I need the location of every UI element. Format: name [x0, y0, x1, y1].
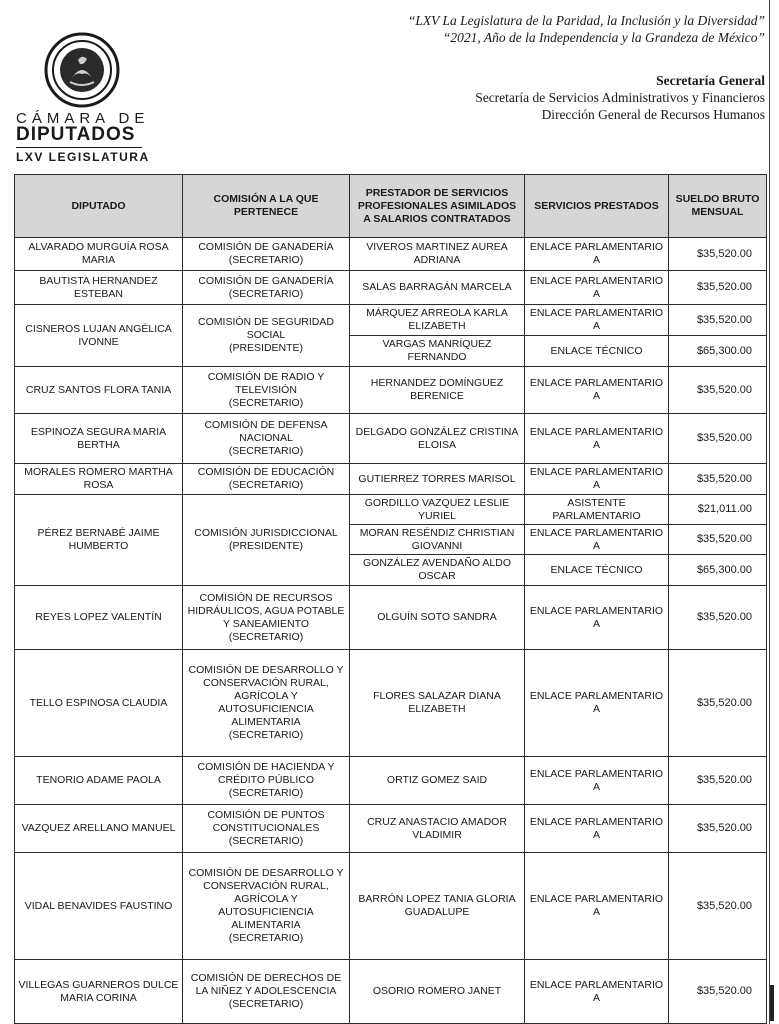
cell-diputado: VIDAL BENAVIDES FAUSTINO [15, 853, 183, 960]
table-row [15, 650, 767, 757]
cell-comision: COMISIÓN JURISDICCIONAL (PRESIDENTE) [183, 495, 350, 586]
cell-diputado: CISNEROS LUJAN ANGÉLICA IVONNE [15, 305, 183, 367]
cell-prestador: OLGUÍN SOTO SANDRA [350, 586, 525, 650]
logo-divider [16, 147, 142, 148]
cell-prestador: CRUZ ANASTACIO AMADOR VLADIMIR [350, 805, 525, 853]
motto-line-1: “LXV La Legislatura de la Paridad, la Inclusión y la Diversidad” [407, 13, 765, 28]
cell-prestador: FLORES SALAZAR DIANA ELIZABETH [350, 650, 525, 757]
cell-servicio: ENLACE TÉCNICO [525, 336, 669, 367]
cell-prestador: DELGADO GONZÁLEZ CRISTINA ELOISA [350, 414, 525, 464]
table-row [15, 586, 767, 650]
logo-line-camara: CÁMARA DE [16, 110, 150, 127]
cell-diputado: VILLEGAS GUARNEROS DULCE MARIA CORINA [15, 960, 183, 1024]
office-recursos-humanos: Dirección General de Recursos Humanos [541, 107, 765, 122]
cell-sueldo: $35,520.00 [669, 650, 767, 757]
cell-sueldo: $65,300.00 [669, 555, 767, 586]
cell-prestador: GONZÁLEZ AVENDAÑO ALDO OSCAR [350, 555, 525, 586]
table-row [15, 805, 767, 853]
cell-sueldo: $35,520.00 [669, 305, 767, 336]
office-secretaria-general: Secretaría General [656, 73, 765, 88]
cell-diputado: TELLO ESPINOSA CLAUDIA [15, 650, 183, 757]
table-row [15, 464, 767, 495]
cell-sueldo: $35,520.00 [669, 271, 767, 305]
cell-diputado: MORALES ROMERO MARTHA ROSA [15, 464, 183, 495]
page-edge-mark [770, 985, 774, 1021]
cell-sueldo: $35,520.00 [669, 238, 767, 271]
cell-sueldo: $35,520.00 [669, 414, 767, 464]
cell-prestador: VARGAS MANRÍQUEZ FERNANDO [350, 336, 525, 367]
cell-servicio: ENLACE PARLAMENTARIO A [525, 414, 669, 464]
cell-comision: COMISIÓN DE EDUCACIÓN (SECRETARIO) [183, 464, 350, 495]
header-servicios: SERVICIOS PRESTADOS [525, 175, 669, 238]
cell-prestador: MÁRQUEZ ARREOLA KARLA ELIZABETH [350, 305, 525, 336]
cell-comision: COMISIÓN DE RECURSOS HIDRÁULICOS, AGUA POTABLE Y SANEAMIENTO (SECRETARIO) [183, 586, 350, 650]
cell-comision: COMISIÓN DE PUNTOS CONSTITUCIONALES (SECRETARIO) [183, 805, 350, 853]
cell-prestador: BARRÓN LOPEZ TANIA GLORIA GUADALUPE [350, 853, 525, 960]
cell-sueldo: $35,520.00 [669, 586, 767, 650]
cell-prestador: GORDILLO VAZQUEZ LESLIE YURIEL [350, 495, 525, 525]
table-row [15, 495, 767, 525]
table-body [15, 238, 767, 1024]
cell-comision: COMISIÓN DE GANADERÍA (SECRETARIO) [183, 238, 350, 271]
logo-line-diputados: DIPUTADOS [16, 124, 136, 145]
header-comision: COMISIÓN A LA QUE PERTENECE [183, 175, 350, 238]
cell-servicio: ENLACE PARLAMENTARIO A [525, 960, 669, 1024]
cell-sueldo: $21,011.00 [669, 495, 767, 525]
cell-prestador: VIVEROS MARTINEZ AUREA ADRIANA [350, 238, 525, 271]
header-diputado: DIPUTADO [15, 175, 183, 238]
cell-comision: COMISIÓN DE SEGURIDAD SOCIAL (PRESIDENTE) [183, 305, 350, 367]
table-row [15, 757, 767, 805]
cell-servicio: ENLACE PARLAMENTARIO A [525, 305, 669, 336]
cell-prestador: ORTIZ GOMEZ SAID [350, 757, 525, 805]
cell-servicio: ENLACE TÉCNICO [525, 555, 669, 586]
national-seal-icon [44, 32, 120, 108]
table-row [15, 853, 767, 960]
cell-servicio: ENLACE PARLAMENTARIO A [525, 805, 669, 853]
cell-prestador: SALAS BARRAGÁN MARCELA [350, 271, 525, 305]
table-row [15, 238, 767, 271]
cell-comision: COMISIÓN DE HACIENDA Y CRÉDITO PÚBLICO (SECRETARIO) [183, 757, 350, 805]
cell-sueldo: $65,300.00 [669, 336, 767, 367]
cell-servicio: ENLACE PARLAMENTARIO A [525, 464, 669, 495]
cell-prestador: HERNANDEZ DOMÍNGUEZ BERENICE [350, 367, 525, 414]
chamber-logo [14, 30, 154, 165]
table-row [15, 305, 767, 336]
motto-line-2: “2021, Año de la Independencia y la Grandeza de México” [442, 30, 765, 45]
logo-line-legislatura: LXV LEGISLATURA [16, 150, 150, 164]
office-servicios-administrativos: Secretaría de Servicios Administrativos y Financieros [475, 90, 765, 105]
cell-servicio: ENLACE PARLAMENTARIO A [525, 853, 669, 960]
cell-servicio: ASISTENTE PARLAMENTARIO [525, 495, 669, 525]
cell-diputado: CRUZ SANTOS FLORA TANIA [15, 367, 183, 414]
cell-prestador: MORAN RESÉNDIZ CHRISTIAN GIOVANNI [350, 525, 525, 555]
page-edge-line [769, 0, 770, 1024]
table-row [15, 271, 767, 305]
cell-servicio: ENLACE PARLAMENTARIO A [525, 271, 669, 305]
cell-diputado: REYES LOPEZ VALENTÍN [15, 586, 183, 650]
cell-sueldo: $35,520.00 [669, 367, 767, 414]
cell-diputado: ESPINOZA SEGURA MARIA BERTHA [15, 414, 183, 464]
motto-block [205, 12, 765, 46]
cell-diputado: TENORIO ADAME PAOLA [15, 757, 183, 805]
cell-comision: COMISIÓN DE DESARROLLO Y CONSERVACIÓN RURAL, AGRÍCOLA Y AUTOSUFICIENCIA ALIMENTARIA (SECRETARIO) [183, 650, 350, 757]
cell-diputado: VAZQUEZ ARELLANO MANUEL [15, 805, 183, 853]
cell-comision: COMISIÓN DE DESARROLLO Y CONSERVACIÓN RURAL, AGRÍCOLA Y AUTOSUFICIENCIA ALIMENTARIA (SECRETARIO) [183, 853, 350, 960]
cell-prestador: OSORIO ROMERO JANET [350, 960, 525, 1024]
cell-servicio: ENLACE PARLAMENTARIO A [525, 650, 669, 757]
office-block [265, 72, 765, 123]
cell-servicio: ENLACE PARLAMENTARIO A [525, 586, 669, 650]
table-header-row [15, 175, 767, 238]
cell-servicio: ENLACE PARLAMENTARIO A [525, 757, 669, 805]
cell-servicio: ENLACE PARLAMENTARIO A [525, 525, 669, 555]
cell-servicio: ENLACE PARLAMENTARIO A [525, 367, 669, 414]
table-row [15, 960, 767, 1024]
cell-sueldo: $35,520.00 [669, 757, 767, 805]
header-prestador: PRESTADOR DE SERVICIOS PROFESIONALES ASIMILADOS A SALARIOS CONTRATADOS [350, 175, 525, 238]
cell-sueldo: $35,520.00 [669, 525, 767, 555]
cell-sueldo: $35,520.00 [669, 853, 767, 960]
staff-table [14, 174, 767, 1024]
table-row [15, 414, 767, 464]
cell-prestador: GUTIERREZ TORRES MARISOL [350, 464, 525, 495]
cell-diputado: BAUTISTA HERNANDEZ ESTEBAN [15, 271, 183, 305]
cell-sueldo: $35,520.00 [669, 464, 767, 495]
cell-diputado: ALVARADO MURGUÍA ROSA MARIA [15, 238, 183, 271]
cell-servicio: ENLACE PARLAMENTARIO A [525, 238, 669, 271]
header-sueldo: SUELDO BRUTO MENSUAL [669, 175, 767, 238]
cell-diputado: PÉREZ BERNABÉ JAIME HUMBERTO [15, 495, 183, 586]
cell-sueldo: $35,520.00 [669, 805, 767, 853]
cell-comision: COMISIÓN DE DEFENSA NACIONAL (SECRETARIO) [183, 414, 350, 464]
table-row [15, 367, 767, 414]
cell-comision: COMISIÓN DE GANADERÍA (SECRETARIO) [183, 271, 350, 305]
cell-sueldo: $35,520.00 [669, 960, 767, 1024]
cell-comision: COMISIÓN DE DERECHOS DE LA NIÑEZ Y ADOLESCENCIA (SECRETARIO) [183, 960, 350, 1024]
cell-comision: COMISIÓN DE RADIO Y TELEVISIÓN (SECRETARIO) [183, 367, 350, 414]
